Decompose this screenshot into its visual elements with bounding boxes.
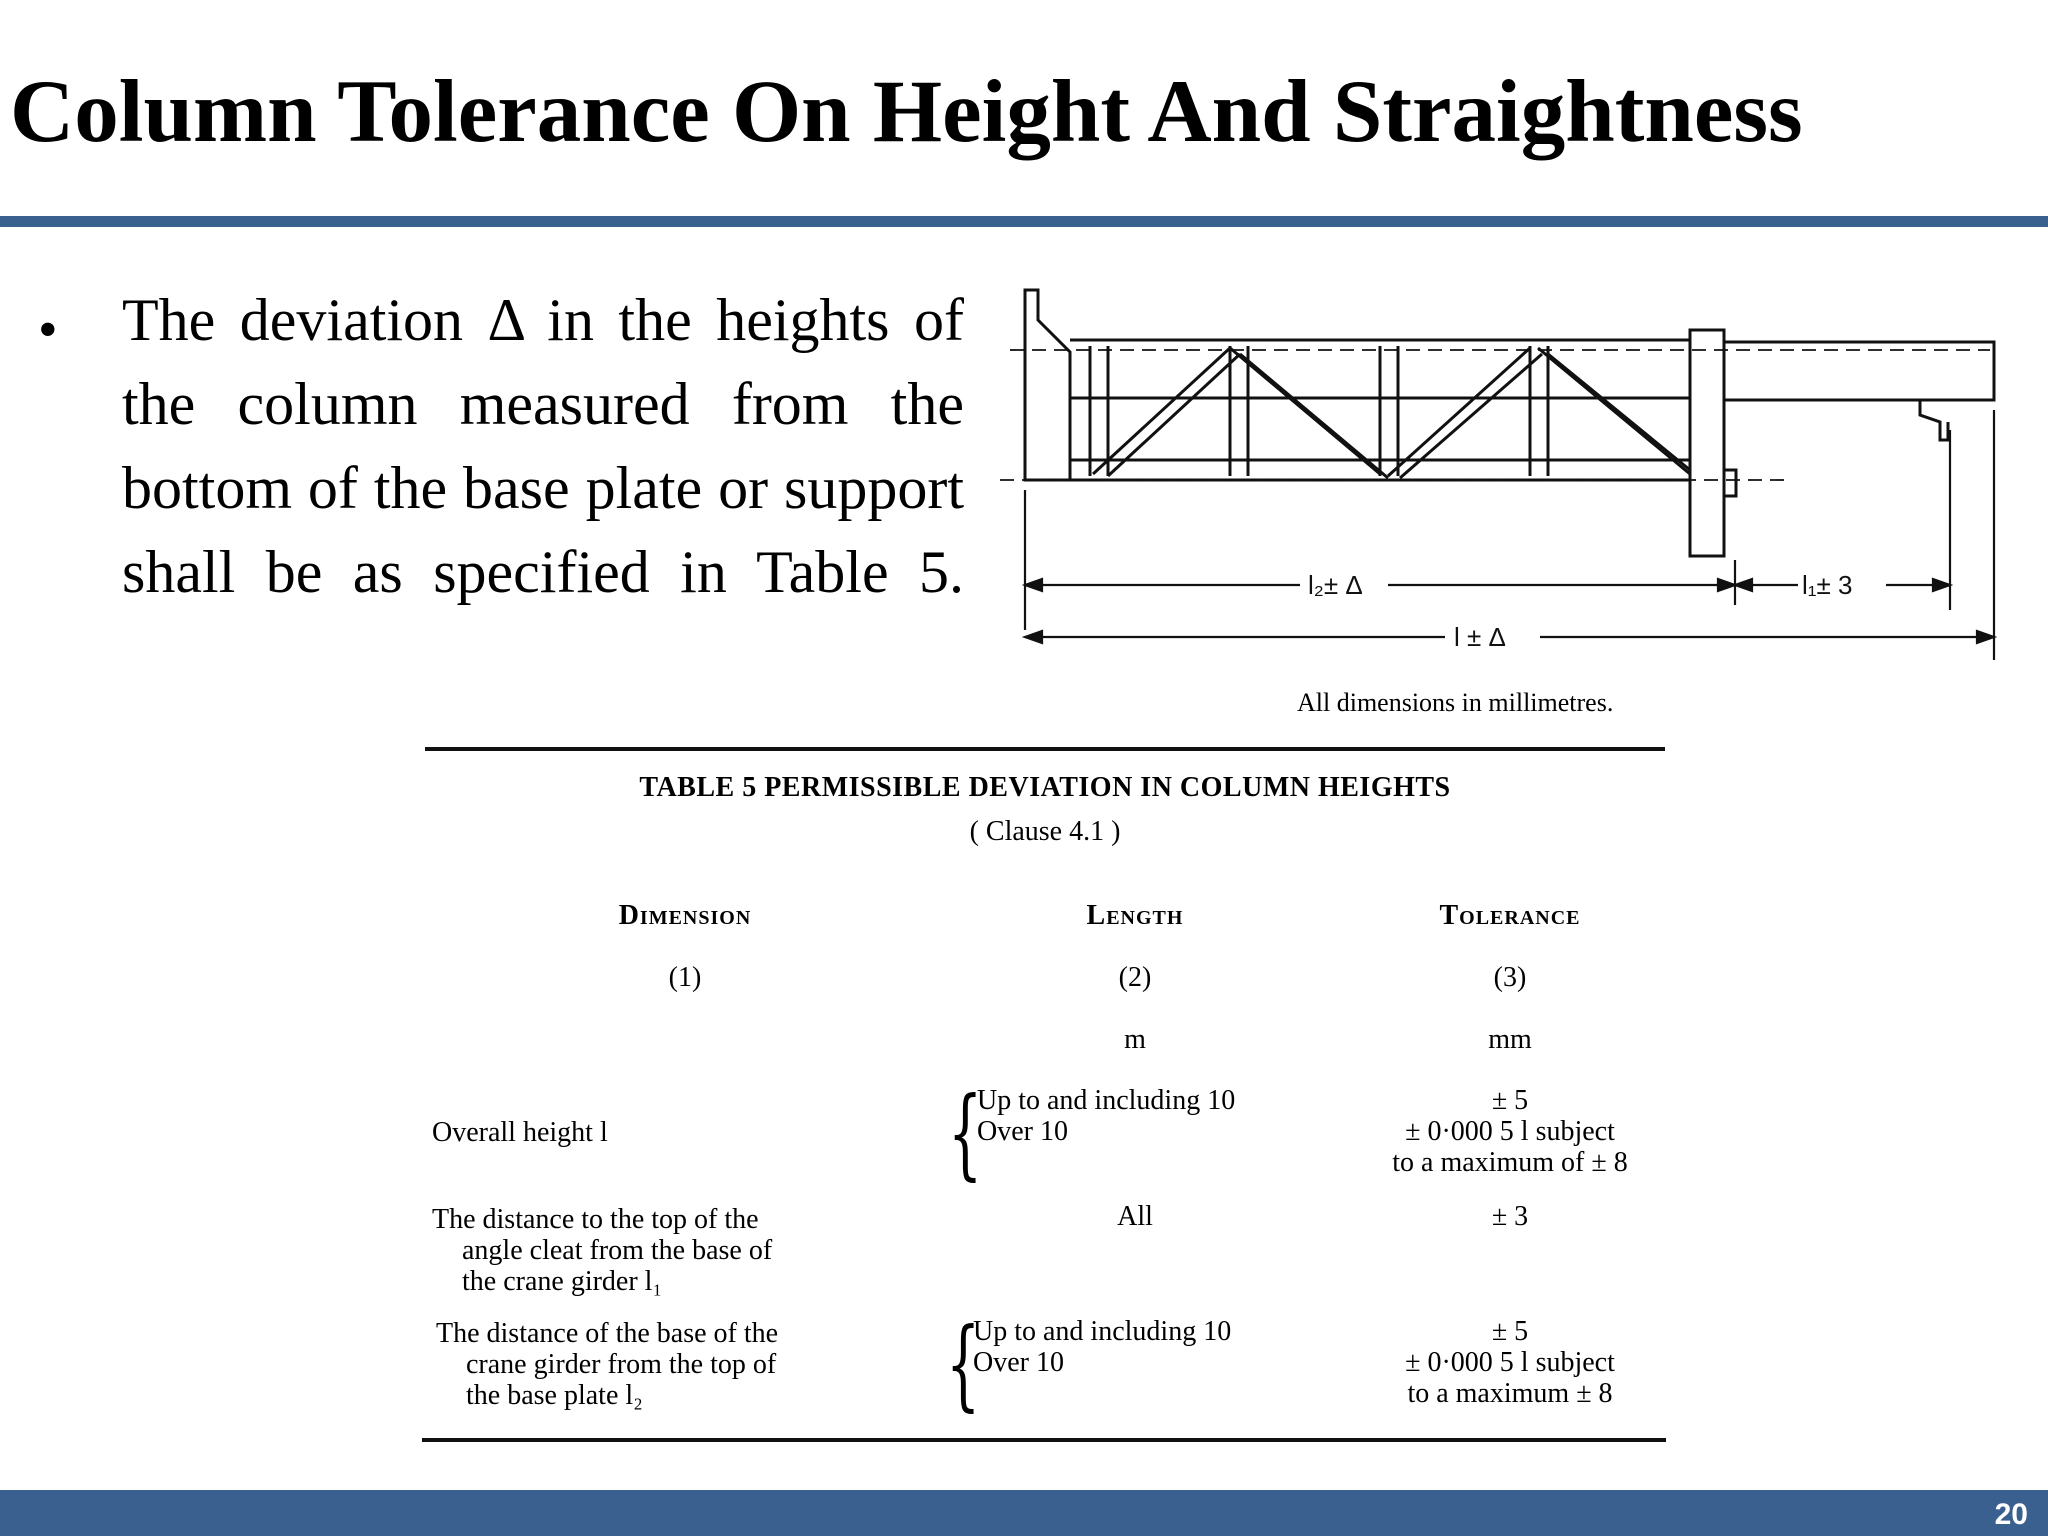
table-title: TABLE 5 PERMISSIBLE DEVIATION IN COLUMN HEIGHTS: [639, 772, 1451, 803]
row3-tolerance-line2: ± 0·000 5 l subject: [1405, 1347, 1615, 1378]
dimension-label-l1: l₁± 3: [1802, 570, 1853, 600]
top-chord: [1070, 330, 1994, 400]
row2-length: All: [1117, 1201, 1153, 1232]
cap-bolt: [1724, 470, 1736, 496]
header-tolerance: Tolerance: [1439, 900, 1581, 931]
bullet-marker: •: [38, 299, 58, 361]
table-clause: ( Clause 4.1 ): [969, 816, 1121, 847]
dimension-label-l: l ± Δ: [1454, 622, 1506, 652]
row1-length-line1: Up to and including 10: [977, 1085, 1236, 1116]
header-length: Length: [1086, 900, 1184, 931]
row2-tolerance: ± 3: [1491, 1201, 1529, 1232]
row1-tolerance-line3: to a maximum of ± 8: [1392, 1147, 1628, 1178]
slide-title: Column Tolerance On Height And Straightness: [10, 63, 1803, 161]
col-number-1: (1): [668, 962, 702, 993]
row1-brace: {: [948, 1077, 983, 1191]
title-divider: [0, 216, 2048, 227]
row3-tolerance-line1: ± 5: [1491, 1316, 1529, 1347]
dimension-label-l2: l₂± Δ: [1308, 570, 1363, 600]
page-number: 20: [1994, 1498, 2028, 1531]
unit-length: m: [1124, 1024, 1146, 1055]
unit-tolerance: mm: [1488, 1024, 1532, 1055]
row1-tolerance-line2: ± 0·000 5 l subject: [1405, 1116, 1615, 1147]
row3-dimension-line1: The distance of the base of the: [436, 1318, 779, 1349]
row2-dimension-line1: The distance to the top of the: [432, 1204, 759, 1235]
col-number-2: (2): [1118, 962, 1152, 993]
header-dimension: Dimension: [618, 900, 752, 931]
row1-tolerance-line1: ± 5: [1491, 1085, 1529, 1116]
row3-dimension-line2: crane girder from the top of: [466, 1349, 777, 1380]
table-bottom-rule: [422, 1438, 1666, 1442]
row1-dimension: Overall height l: [432, 1117, 608, 1148]
bullet-text: The deviation Δ in the heights of the column measured from the bottom of the base plate or support shall be as specified in Table 5.: [122, 287, 964, 605]
table-top-rule: [425, 747, 1665, 751]
dimension-note: All dimensions in millimetres.: [1297, 688, 1614, 717]
base-plate: [1025, 290, 1070, 480]
row3-brace: {: [946, 1308, 981, 1422]
row3-dimension-line3: the base plate l₂: [466, 1380, 643, 1411]
row1-length-line2: Over 10: [977, 1116, 1068, 1147]
angle-cleat: [1920, 400, 1948, 440]
row2-dimension-line2: angle cleat from the base of: [462, 1235, 773, 1266]
column-elevation-drawing: [990, 280, 2010, 680]
row3-tolerance-line3: to a maximum ± 8: [1407, 1378, 1613, 1409]
row2-dimension-line3: the crane girder l₁: [462, 1266, 663, 1297]
footer-bar: [0, 1490, 2048, 1536]
row3-length-line2: Over 10: [973, 1347, 1064, 1378]
crane-bracket: [1690, 330, 1724, 556]
col-number-3: (3): [1493, 962, 1527, 993]
row3-length-line1: Up to and including 10: [973, 1316, 1232, 1347]
